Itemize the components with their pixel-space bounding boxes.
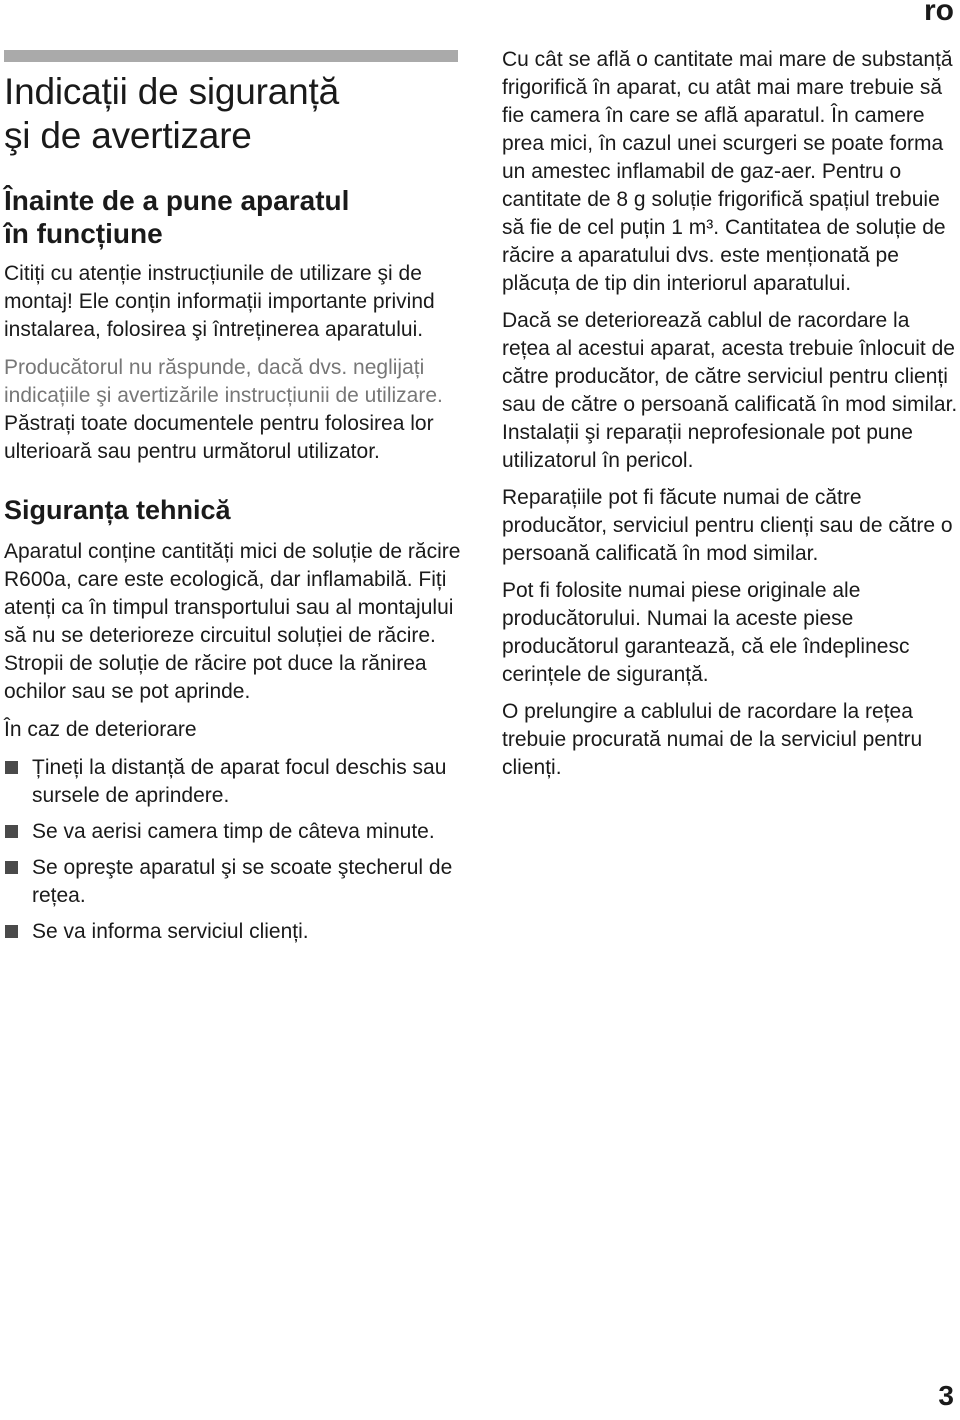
header-rule (4, 50, 458, 62)
language-code: ro (924, 0, 954, 27)
page-title-line-1: Indicații de siguranță (4, 71, 339, 112)
list-item (4, 854, 466, 910)
repairs-paragraph: Reparațiile pot fi făcute numai de către producător, serviciul pentru clienți sau de către o persoană calificată în mod similar. (502, 486, 953, 565)
extension-cable-paragraph: O prelungire a cablului de racordare la rețea trebuie procurată numai de la serviciul pentru clienți. (502, 700, 923, 779)
list-item (4, 818, 466, 846)
power-cable-paragraph: Dacă se deteriorează cablul de racordare la rețea al acestui aparat, acesta trebuie înlocuit de către producător, de către serviciul pentru clienți sau de către o persoană calificată în mod similar. Instalații şi reparații neprofesionale pot pune utilizatorul în pericol. (502, 309, 958, 472)
liability-warning: Producătorul nu răspunde, dacă dvs. neglijați indicațiile şi avertizările instrucțiunii de utilizare. (4, 356, 443, 407)
page-number: 3 (938, 1380, 954, 1411)
damage-list (4, 754, 466, 946)
left-column (4, 70, 466, 954)
before-use-heading (4, 184, 466, 250)
page-title-line-2: şi de avertizare (4, 115, 252, 156)
square-bullet-icon (5, 825, 18, 838)
list-item (4, 754, 466, 810)
damage-heading: În caz de deteriorare (4, 718, 197, 741)
square-bullet-icon (5, 761, 18, 774)
liability-paragraph (4, 354, 466, 466)
right-column (502, 46, 958, 791)
square-bullet-icon (5, 861, 18, 874)
intro-paragraph: Citiți cu atenție instrucțiunile de utilizare şi de montaj! Ele conțin informații importante privind instalarea, folosirea şi întreținerea aparatului. (4, 262, 435, 341)
technical-safety-paragraph: Aparatul conține cantități mici de soluție de răcire R600a, care este ecologică, dar inflamabilă. Fiți atenți ca în timpul transportului sau al montajului să nu se deterioreze circuitul soluției de răcire. Stropii de soluție de răcire pot duce la rănirea ochilor sau se pot aprinde. (4, 540, 461, 703)
technical-safety-heading: Siguranța tehnică (4, 495, 231, 525)
square-bullet-icon (5, 925, 18, 938)
list-item-text: Se opreşte aparatul şi se scoate ştecherul de rețea. (32, 856, 453, 907)
list-item-text: Țineți la distanță de aparat focul deschis sau sursele de aprindere. (32, 756, 447, 807)
before-use-heading-line-1: Înainte de a pune aparatul (4, 185, 350, 216)
list-item-text: Se va informa serviciul clienți. (32, 920, 309, 943)
list-item-text: Se va aerisi camera timp de câteva minute. (32, 820, 435, 843)
refrigerant-room-paragraph: Cu cât se află o cantitate mai mare de substanță frigorifică în aparat, cu atât mai mare trebuie să fie camera în care se află aparatul. În camere prea mici, în cazul unei scurgeri se poate forma un amestec inflamabil de gaz-aer. Pentru o cantitate de 8 g soluție frigorifică spațiul trebuie să fie de cel puțin 1 m³. Cantitatea de soluție de răcire a aparatului dvs. este menționată pe plăcuța de tip din interiorul aparatului. (502, 48, 953, 295)
original-parts-paragraph: Pot fi folosite numai piese originale ale producătorului. Numai la aceste piese producătorul garantează, că ele îndeplinesc cerințele de siguranță. (502, 579, 910, 686)
list-item (4, 918, 466, 946)
before-use-heading-line-2: în funcțiune (4, 218, 163, 249)
page-title (4, 70, 466, 158)
keep-documents-text: Păstrați toate documentele pentru folosirea lor ulterioară sau pentru următorul utilizator. (4, 412, 434, 463)
